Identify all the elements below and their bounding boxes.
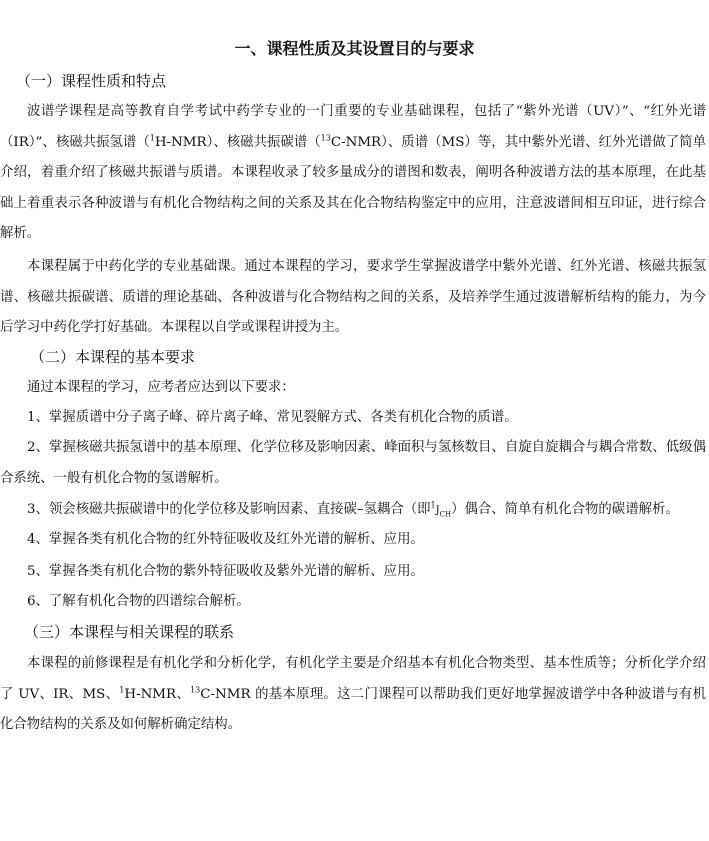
document-title: 一、课程性质及其设置目的与要求: [234, 39, 475, 58]
paragraph-related-courses: 本课程的前修课程是有机化学和分析化学，有机化学主要是介绍基本有机化合物类型、基本性质等；分析化学介绍了 UV、IR、MS、$^1$H-NMR、$^{13}$C-NMR 的基本原理。这二门课程可以帮助我们更好地掌握波谱学中各种波谱与有机化合物结构的关系及如何解析确定结构。: [0, 656, 706, 732]
requirements-intro: 通过本课程的学习，应考者应达到以下要求：: [27, 380, 295, 395]
requirement-item-2: 2、掌握核磁共振氢谱中的基本原理、化学位移及影响因素、峰面积与氢核数目、自旋自旋耦合与耦合常数、低级偶合系统、一般有机化合物的氢谱解析。: [0, 440, 706, 486]
requirement-item-3: 3、领会核磁共振碳谱中的化学位移及影响因素、直接碳–氢耦合（即$^1J_{CH}$）偶合、简单有机化合物的碳谱解析。: [27, 500, 679, 519]
requirement-item-4: 4、掌握各类有机化合物的红外特征吸收及红外光谱的解析、应用。: [27, 532, 424, 547]
requirement-item-6: 6、了解有机化合物的四谱综合解析。: [27, 594, 250, 609]
paragraph-course-goal: 本课程属于中药化学的专业基础课。通过本课程的学习，要求学生掌握波谱学中紫外光谱、红外光谱、核磁共振氢谱、核磁共振碳谱、质谱的理论基础、各种波谱与化合物结构之间的关系，及培养学生通过波谱解析结构的能力，为今后学习中药化学打好基础。本课程以自学或课程讲授为主。: [0, 259, 706, 335]
section-heading-3: （三）本课程与相关课程的联系: [24, 623, 235, 641]
section-heading-1: （一）课程性质和特点: [16, 72, 167, 90]
paragraph-course-nature: 波谱学课程是高等教育自学考试中药学专业的一门重要的专业基础课程，包括了“紫外光谱（UV）”、“红外光谱（IR）”、核磁共振氢谱（$^1$H-NMR）、核磁共振碳谱（$^{13}$C-NMR）、质谱（MS）等，其中紫外光谱、红外光谱做了简单介绍，着重介绍了核磁共振谱与质谱。本课程收录了较多量成分的谱图和数表，阐明各种波谱方法的基本原理，在此基础上着重表示各种波谱与有机化合物结构之间的关系及其在化合物结构鉴定中的应用，注意波谱间相互印证，进行综合解析。: [0, 104, 706, 241]
requirement-item-1: 1、掌握质谱中分子离子峰、碎片离子峰、常见裂解方式、各类有机化合物的质谱。: [27, 410, 518, 425]
requirement-item-5: 5、掌握各类有机化合物的紫外特征吸收及紫外光谱的解析、应用。: [27, 564, 424, 579]
section-heading-2: （二）本课程的基本要求: [30, 348, 196, 366]
